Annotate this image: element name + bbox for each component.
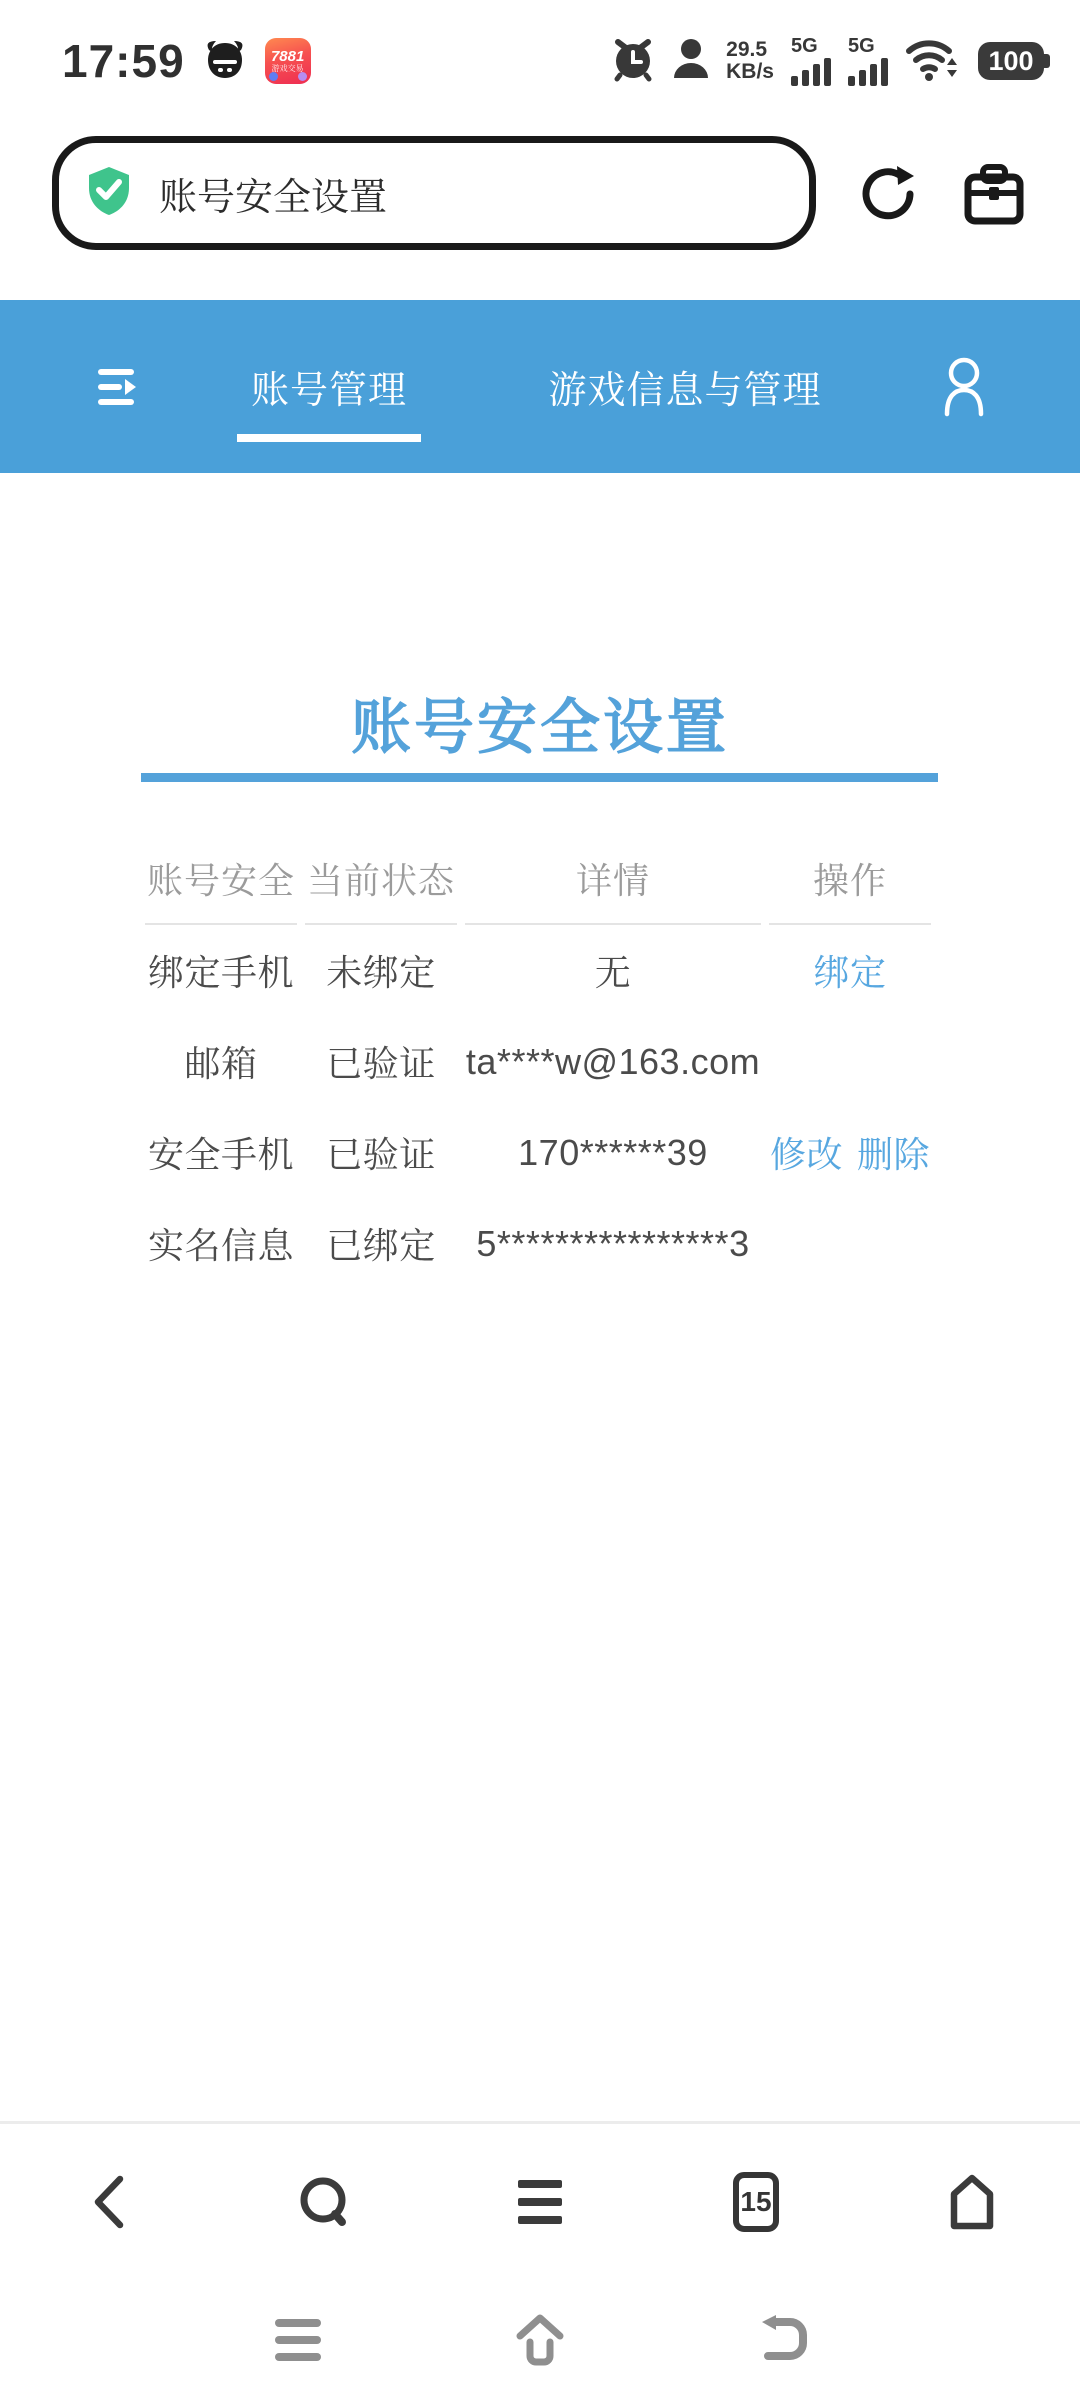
- alarm-icon: [610, 36, 656, 87]
- clock-time: 17:59: [62, 35, 185, 87]
- signal-sim1-icon: 5G: [791, 36, 831, 86]
- back-gesture-icon[interactable]: [754, 2312, 810, 2368]
- row-status: 已验证: [326, 1043, 436, 1084]
- row-detail: 5****************3: [476, 1222, 750, 1264]
- row-detail: 无: [594, 952, 632, 993]
- security-shield-icon: [85, 165, 133, 222]
- user-profile-icon[interactable]: [934, 300, 994, 473]
- active-tab-underline: [237, 434, 421, 442]
- profile-status-icon: [673, 38, 709, 85]
- table-row: [145, 925, 931, 1016]
- address-bar[interactable]: [52, 136, 816, 250]
- battery-indicator: 100: [978, 42, 1044, 80]
- page-title: 账号安全设置: [351, 694, 729, 761]
- col-header-current-status: 当前状态: [305, 833, 457, 925]
- browser-toolbar: [0, 2124, 1080, 2280]
- table-row: [145, 1016, 931, 1107]
- table-header-row: [145, 833, 931, 925]
- refresh-button[interactable]: [854, 134, 924, 254]
- tab-game-info-management[interactable]: 游戏信息与管理: [548, 370, 822, 412]
- row-detail: 170******39: [518, 1131, 708, 1173]
- row-status: 已验证: [326, 1134, 436, 1175]
- home-gesture-icon[interactable]: [512, 2312, 568, 2368]
- row-detail: ta****w@163.com: [465, 1040, 761, 1082]
- toolbox-button[interactable]: [954, 134, 1034, 254]
- nav-menu-icon[interactable]: [90, 300, 150, 473]
- back-button[interactable]: [0, 2124, 216, 2280]
- tabs-button[interactable]: [648, 2124, 864, 2280]
- col-header-actions: 操作: [769, 833, 931, 925]
- col-header-account-security: 账号安全: [145, 833, 297, 925]
- row-name: 实名信息: [147, 1225, 294, 1266]
- recents-menu-icon[interactable]: [270, 2312, 326, 2368]
- address-row: [0, 134, 1080, 254]
- wifi-icon: [905, 37, 961, 86]
- table-row: [145, 1198, 931, 1289]
- title-underline: [141, 773, 938, 782]
- modify-phone-link[interactable]: 修改: [769, 1134, 843, 1175]
- home-button[interactable]: [864, 2124, 1080, 2280]
- row-status: 未绑定: [326, 952, 436, 993]
- bull-notification-icon: [203, 38, 247, 85]
- table-row: [145, 1107, 931, 1198]
- app-7881-notification-icon: 7881 游戏交易: [265, 38, 311, 84]
- row-name: 安全手机: [147, 1134, 294, 1175]
- bind-phone-link[interactable]: 绑定: [813, 952, 887, 993]
- network-speed: 29.5 KB/s: [726, 38, 774, 83]
- row-name: 绑定手机: [147, 952, 294, 993]
- site-nav-bar: [0, 300, 1080, 473]
- row-status: 已绑定: [326, 1225, 436, 1266]
- tab-account-management[interactable]: 账号管理: [237, 300, 421, 473]
- search-button[interactable]: [216, 2124, 432, 2280]
- system-nav-bar: [0, 2285, 1080, 2395]
- col-header-details: 详情: [465, 833, 761, 925]
- delete-phone-link[interactable]: 删除: [857, 1134, 931, 1175]
- signal-sim2-icon: 5G: [848, 36, 888, 86]
- menu-button[interactable]: [432, 2124, 648, 2280]
- row-name: 邮箱: [184, 1043, 258, 1084]
- address-bar-title: 账号安全设置: [159, 176, 388, 219]
- account-security-table: [137, 833, 939, 1289]
- tab-count-badge: 15: [733, 2172, 779, 2232]
- status-bar: [0, 0, 1080, 112]
